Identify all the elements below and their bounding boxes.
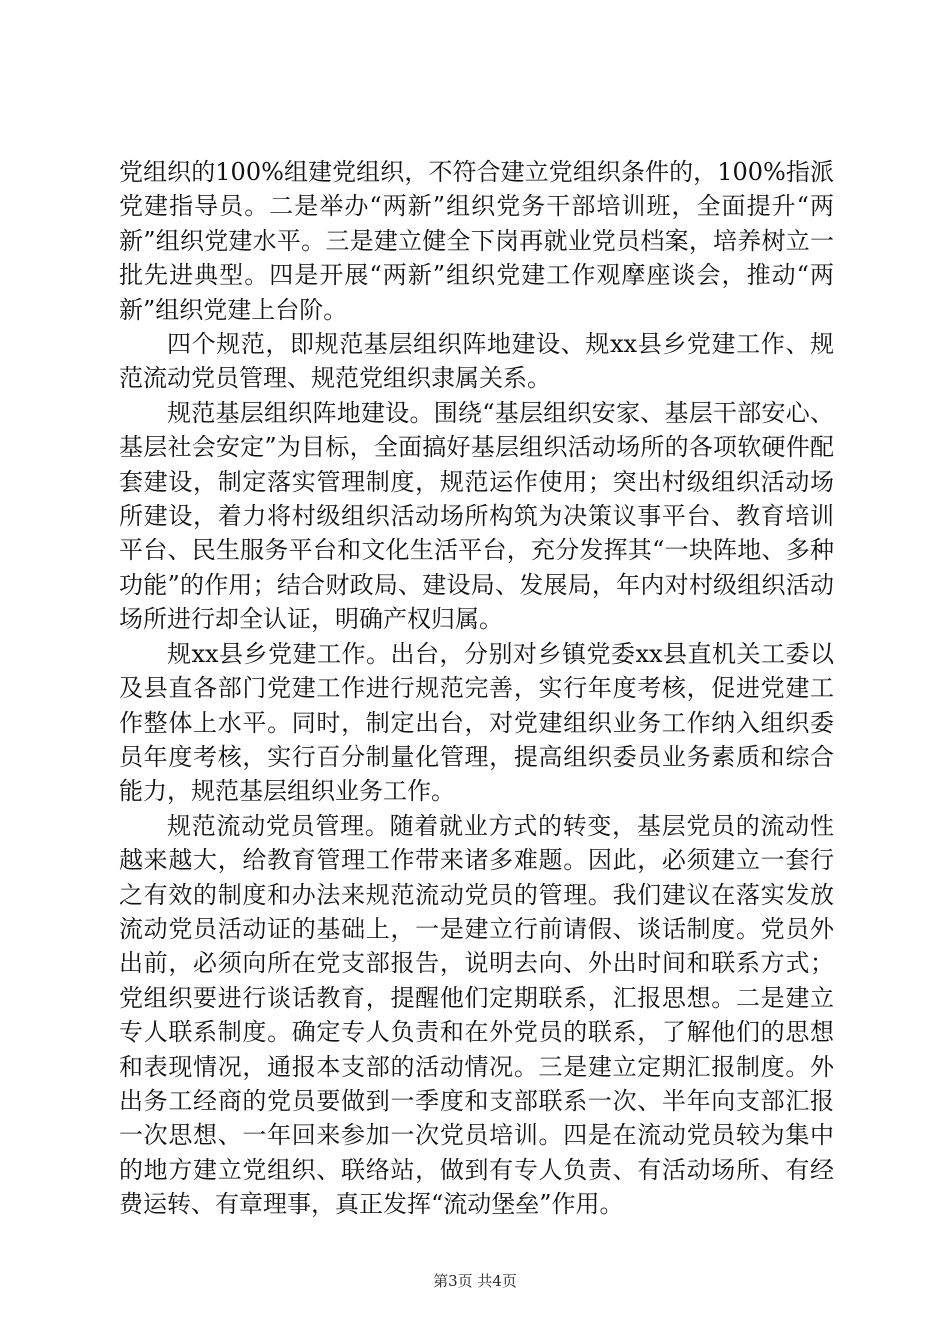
- paragraph-grassroots-sites: 规范基层组织阵地建设。围绕“基层组织安家、基层干部安心、基层社会安定”为目标，全面搞好基层组织活动场所的各项软硬件配套建设，制定落实管理制度，规范运作使用；突出村级组织活动场所建设，着力将村级组织活动场所构筑为决策议事平台、教育培训平台、民生服务平台和文化生活平台，充分发挥其“一块阵地、多种功能”的作用；结合财政局、建设局、发展局，年内对村级组织活动场所进行却全认证，明确产权归属。: [119, 398, 834, 634]
- paragraph-county-party-work: 规xx县乡党建工作。出台，分别对乡镇党委xx县直机关工委以及县直各部门党建工作进行规范完善，实行年度考核，促进党建工作整体上水平。同时，制定出台，对党建组织业务工作纳入组织委员年度考核，实行百分制量化管理，提高组织委员业务素质和综合能力，规范基层组织业务工作。: [119, 639, 834, 806]
- document-body: [119, 155, 834, 1222]
- page-number-footer: 第3页 共4页: [433, 1272, 517, 1290]
- paragraph-continuation: 党组织的100%组建党组织，不符合建立党组织条件的，100%指派党建指导员。二是举办“两新”组织党务干部培训班，全面提升“两新”组织党建水平。三是建立健全下岗再就业党员档案，培养树立一批先进典型。四是开展“两新”组织党建工作观摩座谈会，推动“两新”组织党建上台阶。: [119, 158, 834, 324]
- paragraph-four-standards: 四个规范，即规范基层组织阵地建设、规xx县乡党建工作、规范流动党员管理、规范党组织隶属关系。: [119, 330, 834, 393]
- paragraph-mobile-members: 规范流动党员管理。随着就业方式的转变，基层党员的流动性越来越大，给教育管理工作带来诸多难题。因此，必须建立一套行之有效的制度和办法来规范流动党员的管理。我们建议在落实发放流动党员活动证的基础上，一是建立行前请假、谈话制度。党员外出前，必须向所在党支部报告，说明去向、外出时间和联系方式；党组织要进行谈话教育，提醒他们定期联系，汇报思想。二是建立专人联系制度。确定专人负责和在外党员的联系，了解他们的思想和表现情况，通报本支部的活动情况。三是建立定期汇报制度。外出务工经商的党员要做到一季度和支部联系一次、半年向支部汇报一次思想、一年回来参加一次党员培训。四是在流动党员较为集中的地方建立党组织、联络站，做到有专人负责、有活动场所、有经费运转、有章理事，真正发挥“流动堡垒”作用。: [119, 811, 834, 1219]
